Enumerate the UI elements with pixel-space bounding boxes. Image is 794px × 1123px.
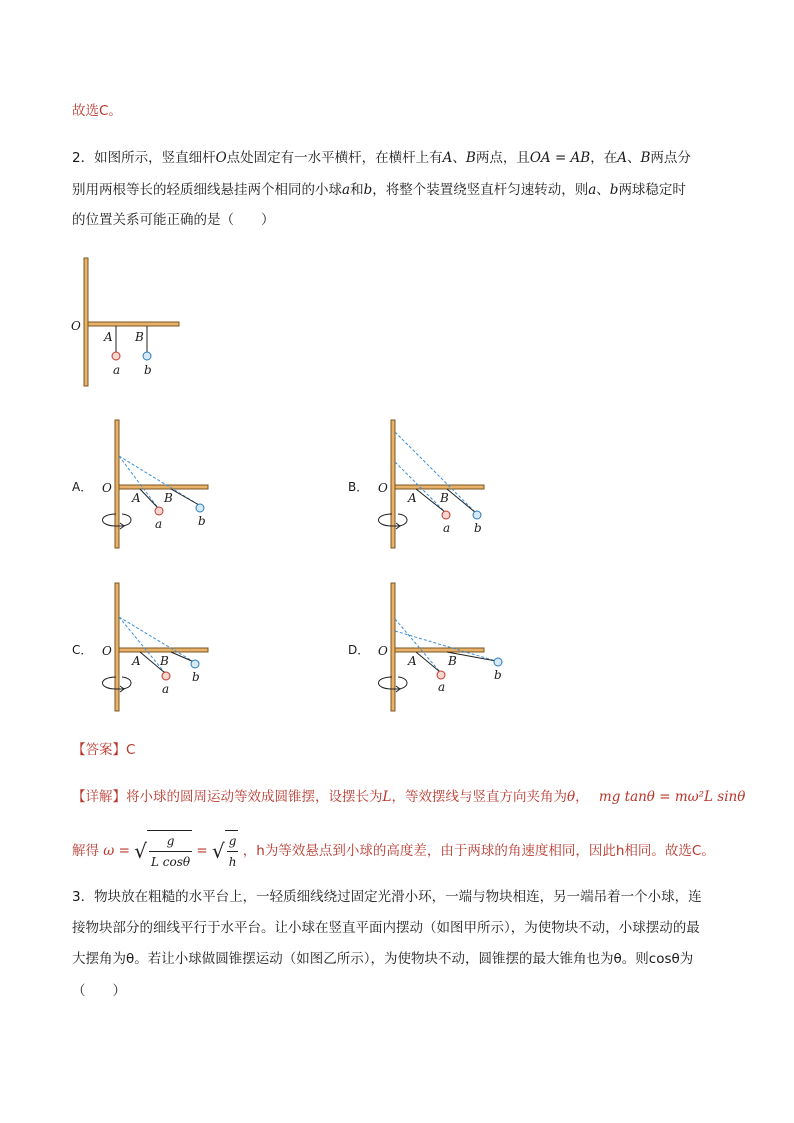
option-b-label: B． (348, 480, 369, 494)
frac2-den: h (228, 855, 237, 869)
q2-line3: 的位置关系可能正确的是（ ） (72, 212, 275, 228)
option-a-ball-b: b (198, 514, 206, 528)
option-a-pt-a: A (132, 491, 141, 505)
q3-line3: 大摆角为θ。若让小球做圆锥摆运动（如图乙所示），为使物块不动，圆锥摆的最大锥角也为θ。则cosθ为 (72, 951, 694, 967)
q2-text-1a: 如图所示，竖直细杆 (94, 150, 216, 166)
option-a-pt-b: B (164, 491, 173, 505)
option-b-figure (368, 418, 492, 550)
q2-ball-a: a (342, 182, 351, 198)
frac1-num: g (149, 831, 192, 852)
q3-line4: （ ） (72, 983, 126, 999)
option-a-ball-a: a (155, 517, 163, 531)
q2-text-1d: ，在 (590, 150, 618, 166)
option-d-pt-a: A (408, 654, 417, 668)
option-d-ball-b: b (494, 668, 502, 682)
q2-text-1e: 两点分 (650, 150, 691, 166)
option-b-ball-a: a (443, 521, 451, 535)
q2-point-a-2: A (617, 150, 627, 166)
q2-sep-1: 、 (452, 150, 466, 166)
detail-tag: 【详解】 (72, 789, 126, 805)
option-d-pt-b: B (448, 654, 457, 668)
detail-omega: ω = (103, 843, 130, 859)
option-c-pt-a: A (132, 654, 141, 668)
horizontal-rod (88, 322, 179, 326)
option-b-pt-a: A (408, 491, 417, 505)
vertical-rod (84, 258, 88, 386)
label-o: O (71, 319, 81, 333)
detail-theta: θ (566, 789, 576, 805)
q2-point-a: A (442, 150, 453, 166)
main-figure (66, 255, 196, 390)
ball-b (143, 352, 151, 360)
frac1-den: L cosθ (150, 855, 191, 869)
option-a-label: A． (72, 480, 93, 494)
option-c-label: C． (72, 643, 93, 657)
q2-sep-2: 、 (626, 150, 641, 166)
option-c-figure (92, 581, 212, 713)
option-c-ball-b: b (192, 670, 200, 684)
detail-formula: mg tanθ = mω²L sinθ (598, 789, 746, 805)
q2-ball-b-2: b (609, 182, 619, 198)
q2-text-2c: 两球稳定时 (618, 182, 686, 198)
answer-value: C (126, 742, 136, 758)
detail-text2: ，等效摆线与竖直方向夹角为 (391, 789, 567, 805)
q2-point-o: O (215, 150, 227, 166)
detail-l: L (382, 789, 392, 805)
detail-text: 将小球的圆周运动等效成圆锥摆，设摆长为 (126, 789, 383, 805)
q2-line2 (72, 180, 686, 200)
q2-ball-b: b (363, 182, 373, 198)
option-b-pt-b: B (440, 491, 449, 505)
ball-a (112, 352, 120, 360)
q2-text-1c: 两点，且 (475, 150, 530, 166)
option-d-figure (368, 581, 508, 713)
option-a-figure (92, 418, 212, 550)
label-b-ball: b (144, 363, 152, 377)
q2-line1 (72, 148, 691, 168)
option-d-label: D． (348, 643, 370, 657)
option-c-o: O (102, 644, 112, 658)
detail-tail: ，h为等效悬点到小球的高度差，由于两球的角速度相同，因此h相同。故选C。 (242, 843, 715, 859)
q2-number: 2． (72, 150, 95, 166)
q2-sep-3: 、 (596, 182, 610, 198)
answer-tag: 【答案】 (72, 742, 126, 758)
detail-eq2: = (196, 843, 208, 859)
detail-line2: 解得 ω = √ $\frac{g}{\text{L cosθ}}$ = √ $\frac{g}{h}$ ，h为等效悬点到小球的高度差，由于两球的角速度相同，因此h相同。故选C。 (72, 830, 715, 864)
option-d-o: O (378, 644, 388, 658)
q2-ball-a-2: a (588, 182, 597, 198)
previous-answer: 故选C。 (72, 103, 122, 119)
q2-text-2a: 别用两根等长的轻质细线悬挂两个相同的小球 (72, 182, 342, 198)
q3-line2: 接物块部分的细线平行于水平台。让小球在竖直平面内摆动（如图甲所示），为使物块不动，小球摆动的最 (72, 920, 700, 936)
option-c-ball-a: a (162, 682, 170, 696)
detail-fraction-1 (147, 830, 192, 872)
q2-point-b-2: B (640, 150, 651, 166)
detail-fraction-2 (225, 830, 239, 872)
answer-line (72, 740, 135, 760)
label-a-ball: a (113, 363, 121, 377)
q2-equation: OA = AB (529, 150, 591, 166)
detail-line1: 【详解】将小球的圆周运动等效成圆锥摆，设摆长为L，等效摆线与竖直方向夹角为θ， mg tanθ = mω²L sinθ (72, 789, 746, 805)
frac2-num: g (227, 831, 239, 852)
label-b-point: B (135, 330, 144, 344)
option-b-ball-b: b (474, 521, 482, 535)
option-b-o: O (378, 481, 388, 495)
q2-and: 和 (350, 182, 364, 198)
option-a-o: O (102, 481, 112, 495)
label-a-point: A (104, 330, 113, 344)
option-d-ball-a: a (438, 680, 446, 694)
q2-point-b: B (465, 150, 476, 166)
q2-text-2b: ，将整个装置绕竖直杆匀速转动，则 (372, 182, 589, 198)
q2-text-1b: 点处固定有一水平横杆，在横杆上有 (226, 150, 443, 166)
q3-line1: 3．物块放在粗糙的水平台上，一轻质细线绕过固定光滑小环，一端与物块相连，另一端吊着一个小球，连 (72, 889, 702, 905)
detail-solve: 解得 (72, 843, 99, 859)
option-c-pt-b: B (160, 654, 169, 668)
